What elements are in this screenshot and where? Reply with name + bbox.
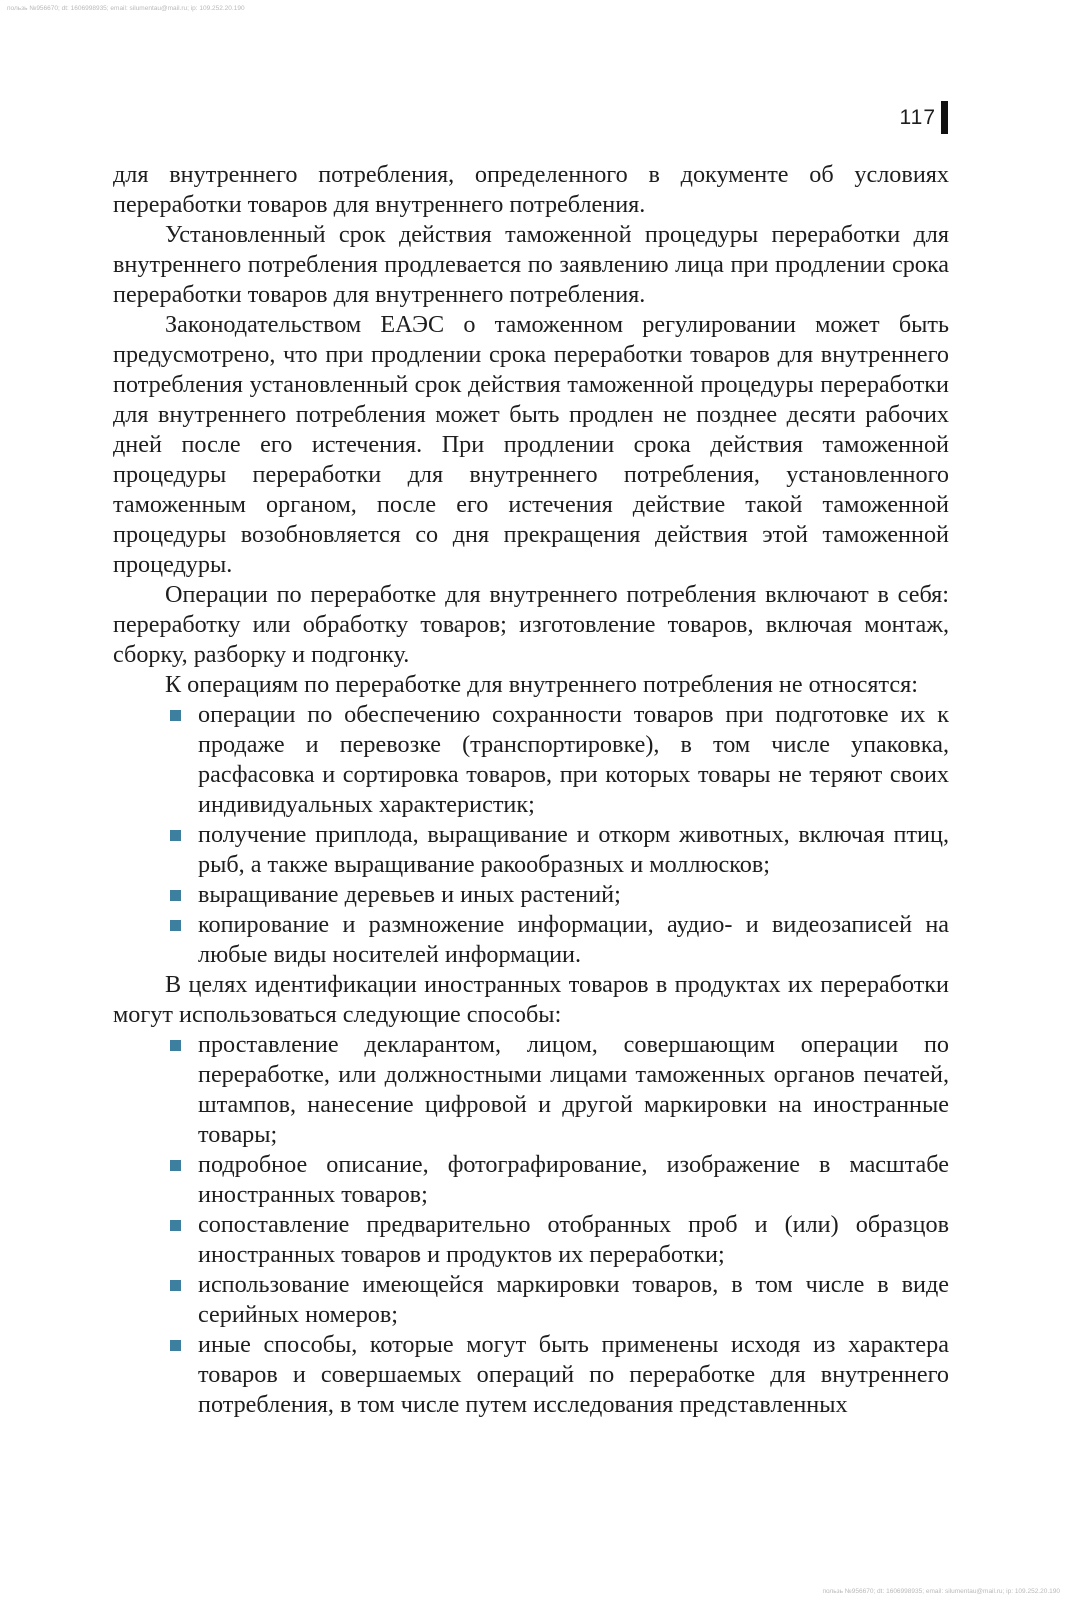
list-item bbox=[198, 700, 949, 820]
square-bullet-icon bbox=[170, 1040, 181, 1051]
square-bullet-icon bbox=[170, 830, 181, 841]
watermark-bottom: пользь №956670; dt: 1606998935; email: silumentau@mail.ru; ip: 109.252.20.190 bbox=[822, 1587, 1060, 1595]
list-item-text: иные способы, которые могут быть применены исходя из характера товаров и совершаемых операций по переработке для внутреннего потребления, в том числе путем исследования представленных bbox=[198, 1331, 949, 1418]
square-bullet-icon bbox=[170, 710, 181, 721]
watermark-top: пользь №956670; dt: 1606998935; email: silumentau@mail.ru; ip: 109.252.20.190 bbox=[7, 5, 245, 12]
list-item bbox=[198, 1270, 949, 1330]
square-bullet-icon bbox=[170, 1160, 181, 1171]
list-item bbox=[198, 880, 949, 910]
list-item bbox=[198, 910, 949, 970]
square-bullet-icon bbox=[170, 1280, 181, 1291]
square-bullet-icon bbox=[170, 1340, 181, 1351]
paragraph-processing-operations: Операции по переработке для внутреннего потребления включают в себя: переработку или обработку товаров; изготовление товаров, включая монтаж, сборку, разборку и подгонку. bbox=[113, 581, 949, 668]
page-marker-bar bbox=[941, 101, 948, 134]
excluded-operations-list bbox=[113, 700, 949, 970]
list-item bbox=[198, 1210, 949, 1270]
list-item-text: получение приплода, выращивание и откорм животных, включая птиц, рыб, а также выращивание ракообразных и моллюсков; bbox=[198, 821, 949, 878]
paragraph-excluded-operations-intro: К операциям по переработке для внутреннего потребления не относятся: bbox=[165, 671, 918, 698]
page-body bbox=[113, 160, 949, 1420]
list-item bbox=[198, 1150, 949, 1210]
list-item-text: сопоставление предварительно отобранных проб и (или) образцов иностранных товаров и продуктов их переработки; bbox=[198, 1211, 949, 1268]
list-item-text: проставление декларантом, лицом, совершающим операции по переработке, или должностными лицами таможенных органов печатей, штампов, нанесение цифровой и другой маркировки на иностранные товары; bbox=[198, 1031, 949, 1148]
paragraph-term-extension: Установленный срок действия таможенной процедуры переработки для внутреннего потребления продлевается по заявлению лица при продлении срока переработки товаров для внутреннего потребления. bbox=[113, 221, 949, 308]
list-item-text: подробное описание, фотографирование, изображение в масштабе иностранных товаров; bbox=[198, 1151, 949, 1208]
paragraph-eaeu-legislation: Законодательством ЕАЭС о таможенном регулировании может быть предусмотрено, что при продлении срока переработки товаров для внутреннего потребления установленный срок действия таможенной процедуры переработки для внутреннего потребления может быть продлен не позднее десяти рабочих дней после его истечения. При продлении срока действия таможенной процедуры переработки для внутреннего потребления, установленного таможенным органом, после его истечения действие такой таможенной процедуры возобновляется со дня прекращения действия этой таможенной процедуры. bbox=[113, 311, 949, 578]
list-item bbox=[198, 1030, 949, 1150]
list-item-text: копирование и размножение информации, аудио- и видеозаписей на любые виды носителей информации. bbox=[198, 911, 949, 968]
identification-methods-list bbox=[113, 1030, 949, 1420]
list-item-text: выращивание деревьев и иных растений; bbox=[198, 881, 621, 908]
list-item bbox=[198, 1330, 949, 1420]
list-item-text: использование имеющейся маркировки товаров, в том числе в виде серийных номеров; bbox=[198, 1271, 949, 1328]
paragraph-continuation: для внутреннего потребления, определенного в документе об условиях переработки товаров для внутреннего потребления. bbox=[113, 161, 949, 218]
page-number: 117 bbox=[899, 106, 936, 129]
square-bullet-icon bbox=[170, 920, 181, 931]
square-bullet-icon bbox=[170, 1220, 181, 1231]
square-bullet-icon bbox=[170, 890, 181, 901]
list-item-text: операции по обеспечению сохранности товаров при подготовке их к продаже и перевозке (транспортировке), в том числе упаковка, расфасовка и сортировка товаров, при которых товары не теряют своих индивидуальных характеристик; bbox=[198, 701, 949, 818]
paragraph-identification-intro: В целях идентификации иностранных товаров в продуктах их переработки могут использоваться следующие способы: bbox=[113, 971, 949, 1028]
list-item bbox=[198, 820, 949, 880]
